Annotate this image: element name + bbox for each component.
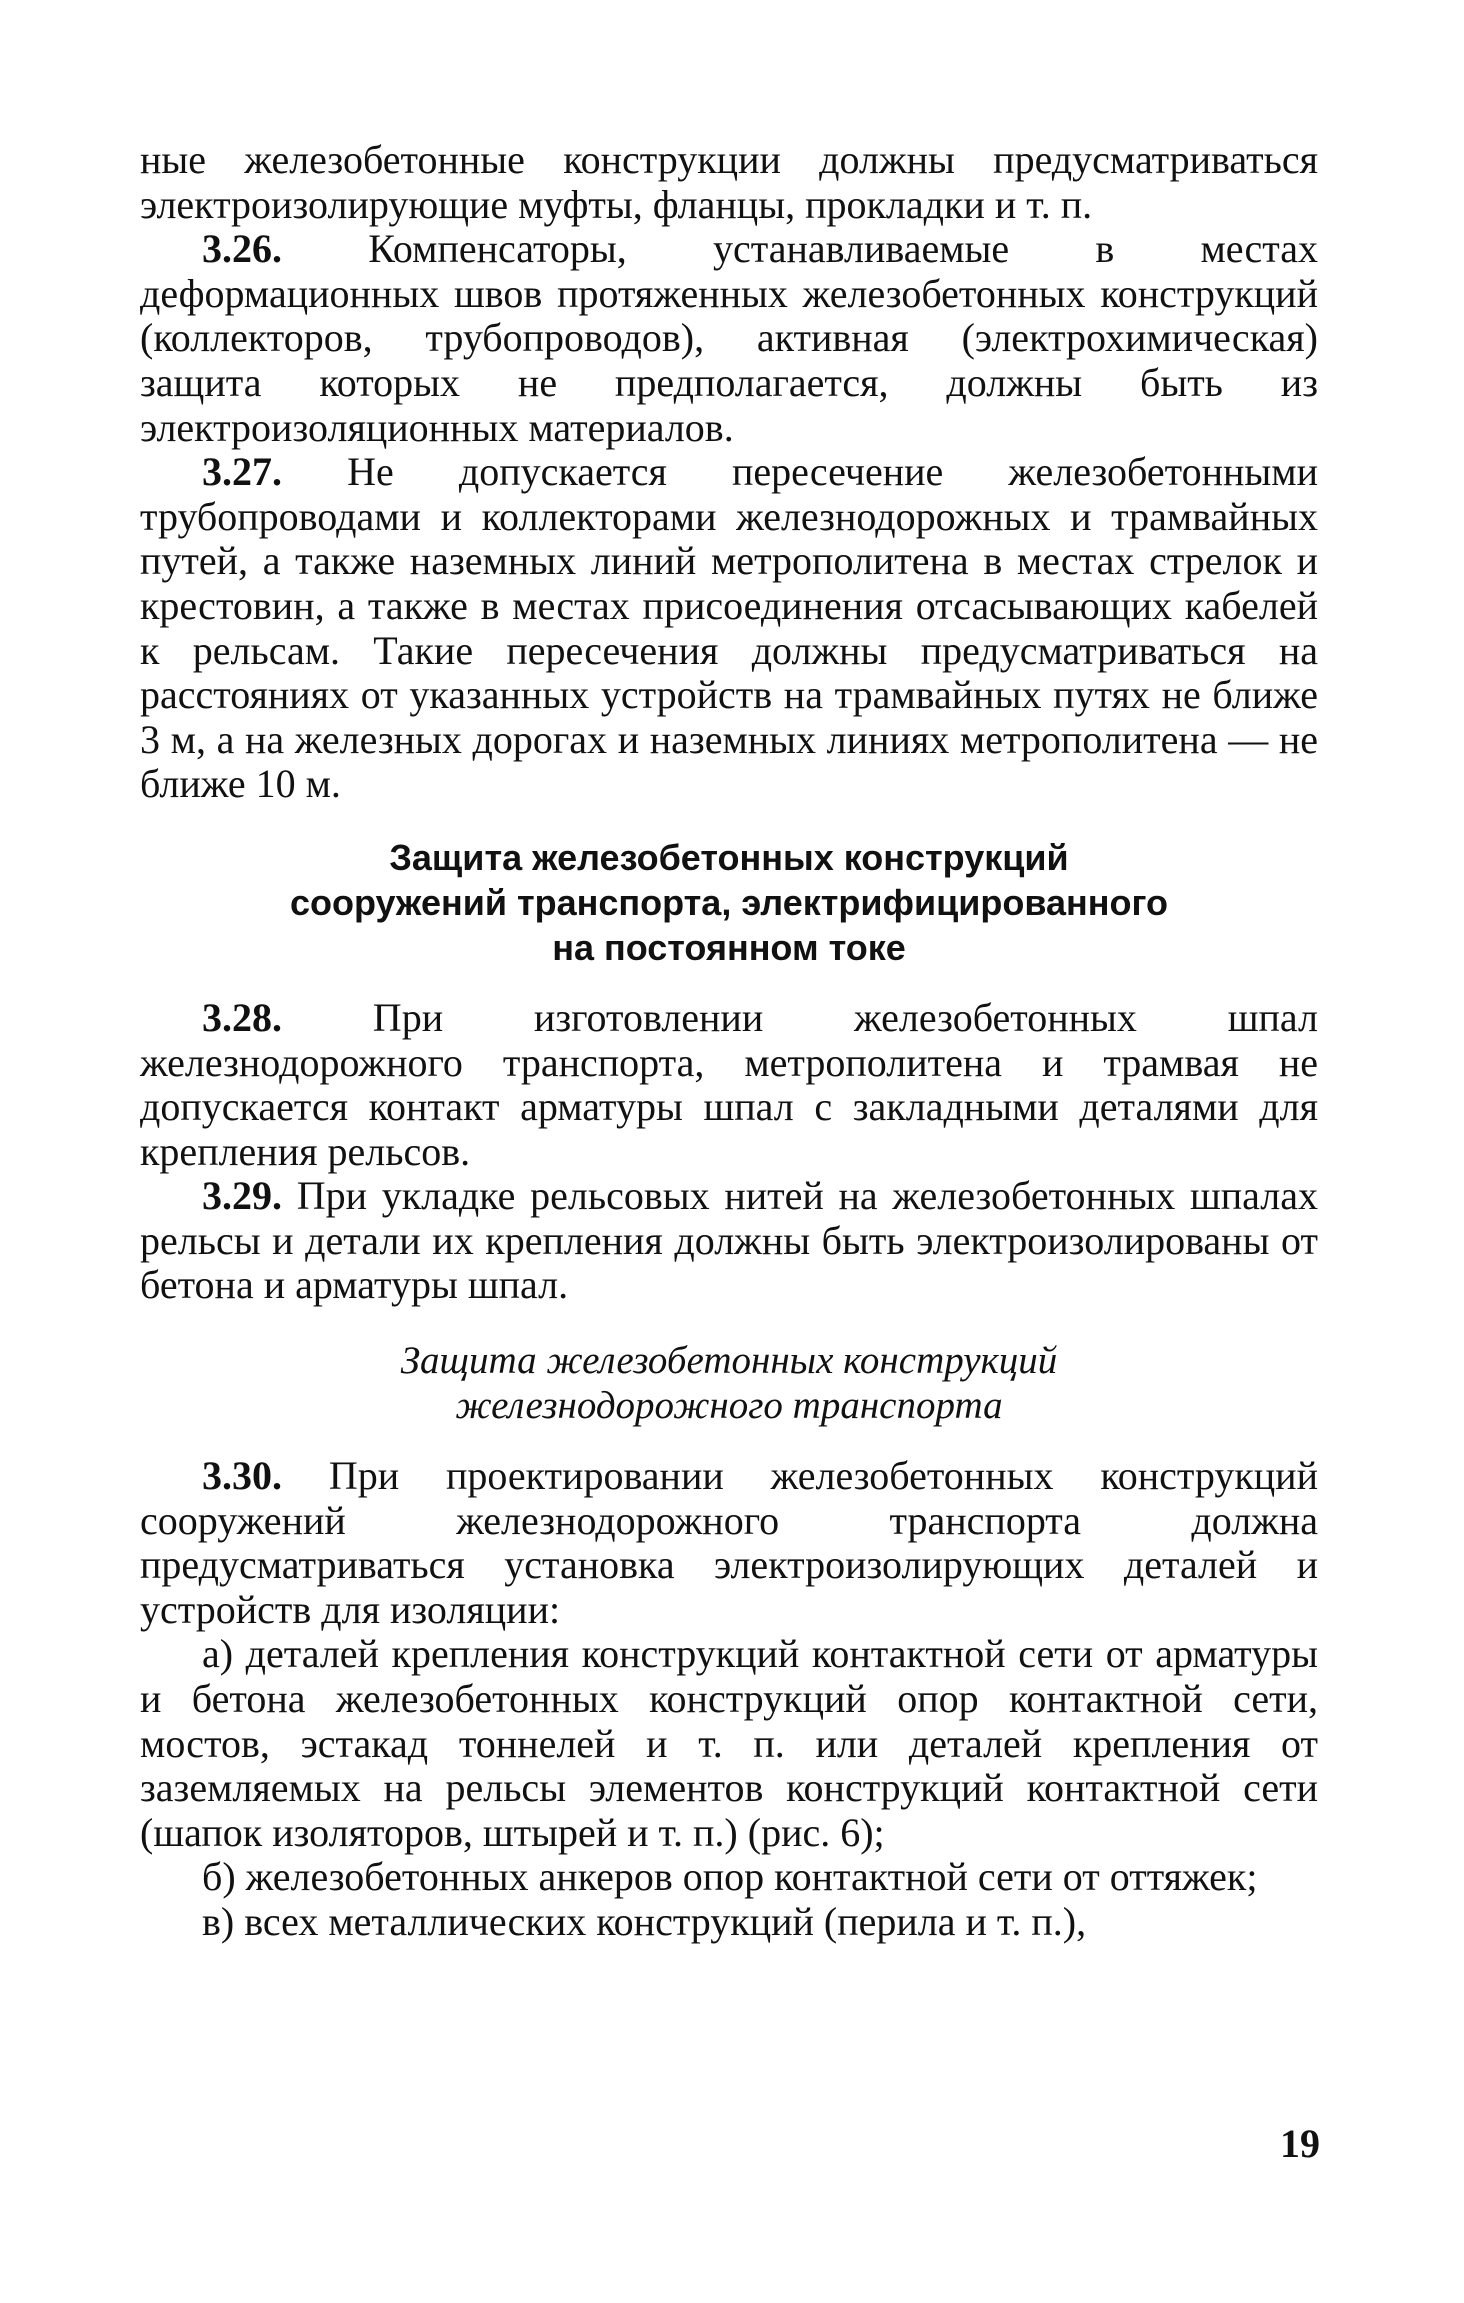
paragraph-number: 3.26. [202,226,282,272]
paragraph-number: 3.27. [202,449,282,495]
heading-line: сооружений транспорта, электрифицированного [289,881,1169,923]
heading-line: Защита железобетонных конструкций [400,1339,1058,1383]
heading-line: на постоянном токе [552,926,906,968]
paragraph-3-28 [140,996,1318,1174]
list-item-a: а) деталей крепления конструкций контактной сети от арматуры и бетона железобетонных конструкций опор контактной сети, мостов, эстакад тоннелей и т. п. или деталей крепления от заземляемых на рельсы элементов конструкций контактной сети (шапок изоляторов, штырей и т. п.) (рис. 6); [140,1631,1318,1855]
paragraph-text: При проектировании железобетонных конструкций сооружений железнодорожного транспорта должна предусматриваться установка электроизолирующих деталей и устройств для изоляции: [140,1453,1318,1632]
paragraph-3-29 [140,1174,1318,1308]
paragraph-text: Компенсаторы, устанавливаемые в местах деформационных швов протяженных железобетонных конструкций (коллекторов, трубопроводов), активная (электрохимическая) защита которых не предполагается, должны быть из электроизоляционных материалов. [140,226,1318,450]
list-item-v: в) всех металлических конструкций (перила и т. п.), [202,1899,1087,1944]
heading-line: железнодорожного транспорта [455,1384,1003,1428]
paragraph-3-26 [140,227,1318,450]
paragraph-number: 3.29. [202,1173,282,1219]
heading-line: Защита железобетонных конструкций [389,836,1069,878]
paragraph-number: 3.30. [202,1453,282,1499]
paragraph-text: При изготовлении железобетонных шпал железнодорожного транспорта, метрополитена и трамвая не допускается контакт арматуры шпал с закладными деталями для крепления рельсов. [140,994,1318,1174]
section-heading-dc-transport [140,835,1318,970]
paragraph-3-27 [140,450,1318,807]
paragraph-text: При укладке рельсовых нитей на железобетонных шпалах рельсы и детали их крепления должны быть электроизолированы от бетона и арматуры шпал. [140,1173,1318,1308]
list-item-b: б) железобетонных анкеров опор контактной сети от оттяжек; [202,1854,1258,1900]
page-number: 19 [1280,2121,1320,2166]
document-page [140,138,1318,1945]
paragraph-3-30 [140,1454,1318,1632]
section-heading-railway [140,1338,1318,1428]
paragraph-text: Не допускается пересечение железобетонными трубопроводами и коллекторами железнодорожных и трамвайных путей, а также наземных линий метрополитена в местах стрелок и крестовин, а также в местах присоединения отсасывающих кабелей к рельсам. Такие пересечения должны предусматриваться на расстояниях от указанных устройств на трамвайных путях не ближе 3 м, а на железных дорогах и наземных линиях метрополитена — не ближе 10 м. [140,449,1318,807]
paragraph-number: 3.28. [202,994,282,1040]
intro-paragraph: ные железобетонные конструкции должны предусматриваться электроизолирующие муфты, фланцы, прокладки и т. п. [140,137,1318,227]
